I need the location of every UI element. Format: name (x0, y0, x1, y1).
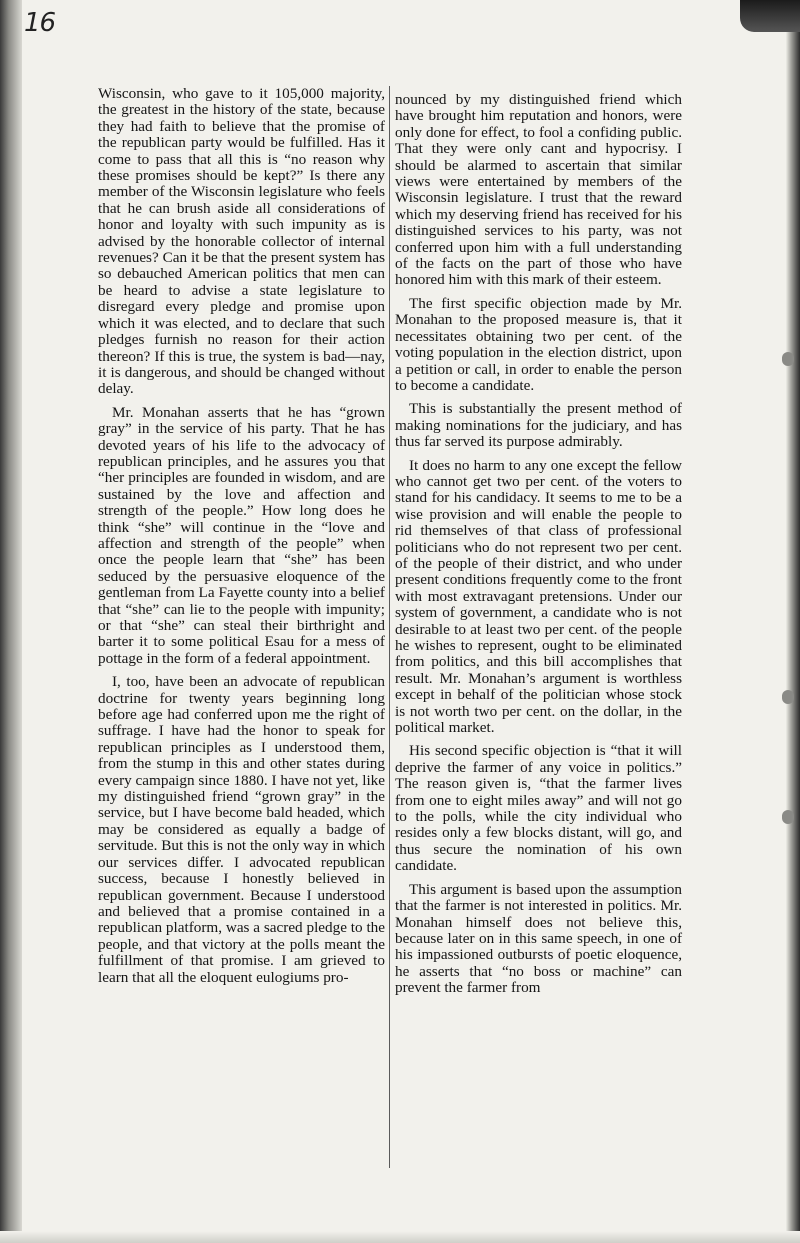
page-left-edge (0, 0, 22, 1243)
left-column (98, 86, 385, 993)
paragraph: His second specific objection is “that it will deprive the farmer of any voice in politics.” The reason given is, “that the farmer lives from one to eight miles away” and will not go to the polls, while the city individual who resides only a few blocks distant, will go, and thus secure the nomination of his own candidate. (395, 742, 682, 875)
punch-hole (782, 810, 794, 824)
punch-hole (782, 690, 794, 704)
page-bottom-edge (0, 1231, 800, 1243)
right-column (395, 92, 682, 1004)
paragraph: This is substantially the present method of making nominations for the judiciary, and has thus far served its purpose admirably. (395, 400, 682, 451)
column-divider (389, 86, 390, 1168)
page-number: 16 (24, 8, 56, 38)
paragraph: Wisconsin, who gave to it 105,000 majority, the greatest in the history of the state, because they had faith to believe that the promise of the republican party would be fulfilled. Has it come to pass that all this is “no reason why these promises should be kept?” Is there any member of the Wisconsin legislature who feels that he can brush aside all considerations of honor and loyalty with such impunity as is advised by the honorable collector of internal revenues? Can it be that the present system has so debauched American politics that men can be heard to advise a state legislature to disregard every pledge and promise upon which it was elected, and to declare that such pledges furnish no reason for their action thereon? If this is true, the system is bad—nay, it is dangerous, and should be changed without delay. (98, 85, 385, 398)
paragraph: Mr. Monahan asserts that he has “grown gray” in the service of his party. That he has devoted years of his life to the advocacy of republican principles, and he assures you that “her principles are founded in wisdom, and are sustained by the love and affection and strength of the people.” How long does he think “she” will continue in the “love and affection and strength of the people” when once the people learn that “she” has been seduced by the persuasive eloquence of the gentleman from La Fayette county into a belief that “she” can lie to the people with impunity; or that “she” can steal their birthright and barter it to some political Esau for a mess of pottage in the form of a federal appointment. (98, 403, 385, 667)
page-right-edge (786, 0, 800, 1243)
binder-tab (740, 0, 800, 32)
paragraph: This argument is based upon the assumption that the farmer is not interested in politics. Mr. Monahan himself does not believe this, because later on in this same speech, in one of his impassioned outbursts of poetic eloquence, he asserts that “no boss or machine” can prevent the farmer from (395, 880, 682, 997)
paragraph: The first specific objection made by Mr. Monahan to the proposed measure is, that it necessitates obtaining two per cent. of the voting population in the election district, upon a petition or call, in order to enable the person to become a candidate. (395, 294, 682, 394)
paragraph: I, too, have been an advocate of republican doctrine for twenty years beginning long before age had conferred upon me the right of suffrage. I have had the honor to speak for republican principles as I understood them, from the stump in this and other states during every campaign since 1880. I have not yet, like my distinguished friend “grown gray” in the service, but I have become bald headed, which may be considered as equally a badge of servitude. But this is not the only way in which our services differ. I advocated republican success, because I honestly believed in republican government. Because I understood and believed that a promise contained in a republican platform, was a sacred pledge to the people, and that victory at the polls meant the fulfillment of that promise. I am grieved to learn that all the eloquent eulogiums pro- (98, 673, 385, 986)
paragraph: It does no harm to any one except the fellow who cannot get two per cent. of the voters to stand for his candidacy. It seems to me to be a wise provision and will enable the people to rid themselves of that class of professional politicians who do not represent two per cent. of the people of their district, and who under present conditions frequently come to the front with most extravagant pretensions. Under our system of government, a candidate who is not desirable to at least two per cent. of the people he wishes to represent, ought to be eliminated from politics, and this bill accomplishes that result. Mr. Monahan’s argument is worthless except in behalf of the politician whose stock is not worth two per cent. on the dollar, in the political market. (395, 456, 682, 737)
paragraph: nounced by my distinguished friend which have brought him reputation and honors, were only done for effect, to fool a confiding public. That they were only cant and hypocrisy. I should be alarmed to ascertain that similar views were entertained by members of the Wisconsin legislature. I trust that the reward which my deserving friend has received for his distinguished services to his party, was not conferred upon him with a full understanding of the facts on the part of those who have honored him with this mark of their esteem. (395, 91, 682, 289)
punch-hole (782, 352, 794, 366)
